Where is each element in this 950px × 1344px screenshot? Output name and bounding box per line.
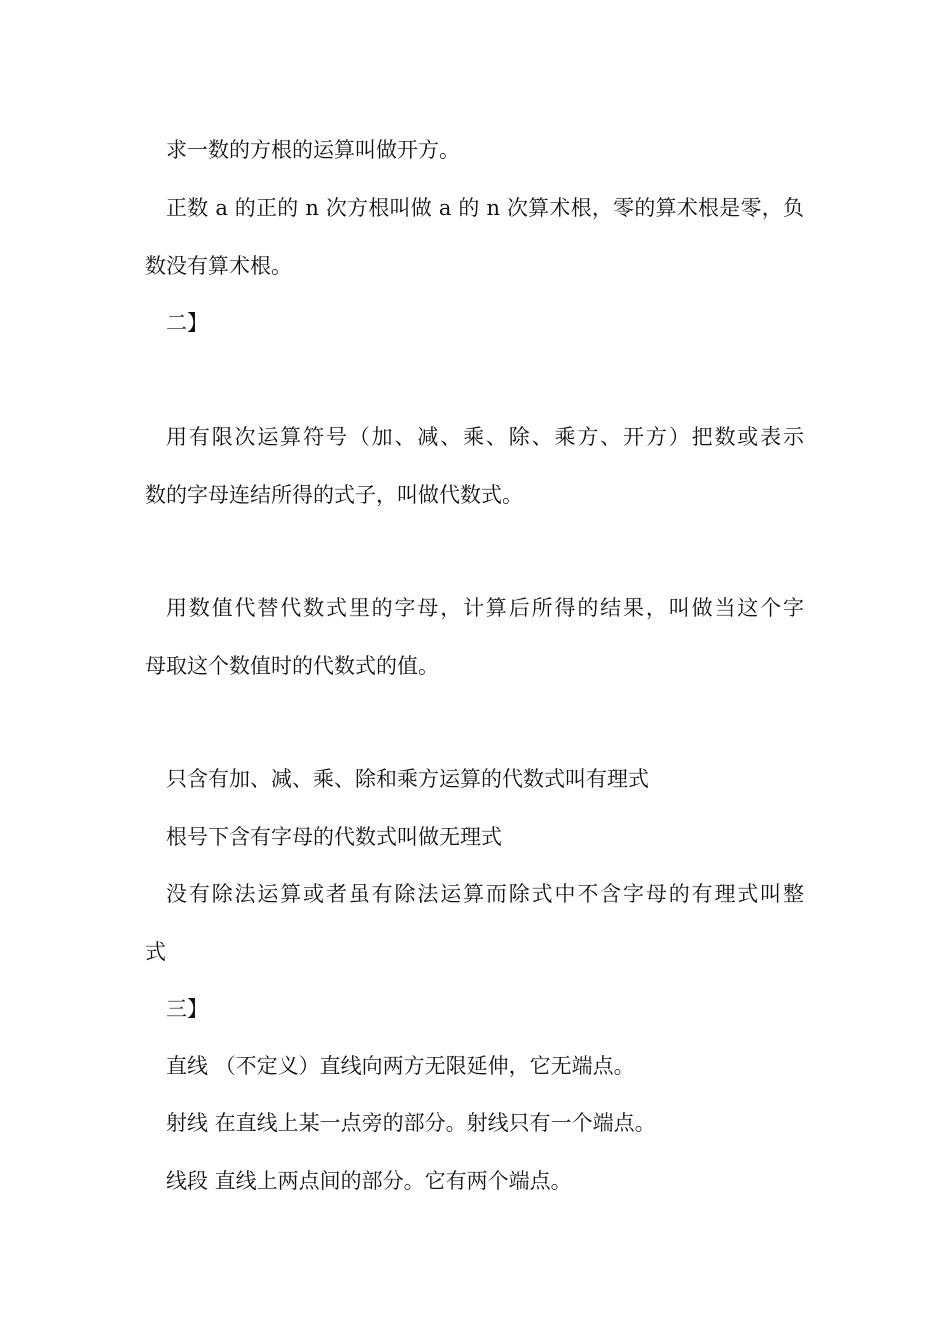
section-heading: 二】: [166, 311, 208, 335]
text-line: 根号下含有字母的代数式叫做无理式: [166, 825, 502, 849]
text-line: 射线 在直线上某一点旁的部分。射线只有一个端点。: [166, 1111, 656, 1135]
text-line: 母取这个数值时的代数式的值。: [145, 654, 439, 678]
text-line: 正数 a 的正的 n 次方根叫做 a 的 n 次算术根，零的算术根是零，负: [166, 196, 804, 220]
text-line: 线段 直线上两点间的部分。它有两个端点。: [166, 1169, 572, 1193]
text-line: 式: [145, 940, 166, 964]
text-line: 直线 （不定义）直线向两方无限延伸，它无端点。: [166, 1054, 635, 1078]
text-line: 数没有算术根。: [145, 254, 292, 278]
text-line: 求一数的方根的运算叫做开方。: [166, 138, 460, 162]
text-line: 用数值代替代数式里的字母，计算后所得的结果，叫做当这个字: [166, 596, 804, 620]
text-line: 只含有加、减、乘、除和乘方运算的代数式叫有理式: [166, 767, 649, 791]
text-line: 用有限次运算符号（加、减、乘、除、乘方、开方）把数或表示: [166, 425, 804, 449]
section-heading: 三】: [166, 997, 208, 1021]
text-line: 数的字母连结所得的式子，叫做代数式。: [145, 483, 523, 507]
text-line: 没有除法运算或者虽有除法运算而除式中不含字母的有理式叫整: [166, 882, 804, 906]
